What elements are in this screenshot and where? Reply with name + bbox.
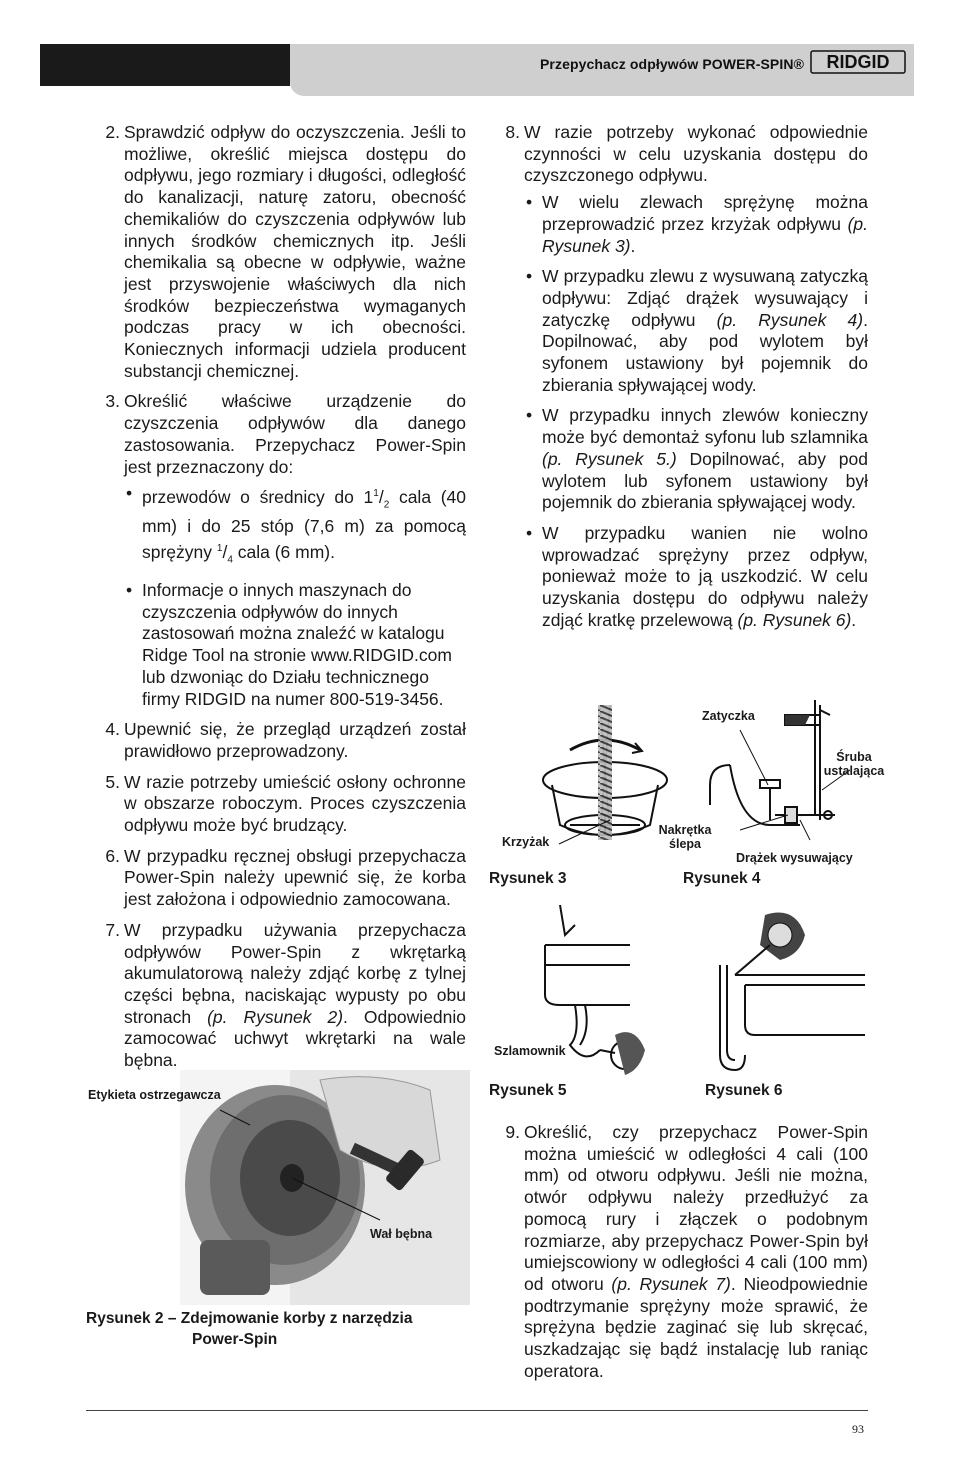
item-text: Określić właściwe urządzenie do czyszczenia odpływów dla danego zastosowania. Przepychacz Power-Spin jest przeznaczony do: [124, 391, 466, 477]
fig2-caption-line1: Rysunek 2 – Zdejmowanie korby z narzędzia [86, 1310, 413, 1327]
item-text: Określić, czy przepychacz Power-Spin można umieścić w odległości 4 cali (100 mm) od otworu odpływu. Jeśli nie można, otwór odpływu należy przedłużyć za pomocą rury i złączek o podobnym rozmiarze, aby przepychacz Power-Spin był umiejscowiony w odległości 4 cali (100 mm) od otworu [524, 1122, 868, 1294]
item-text: Upewnić się, że przegląd urządzeń został prawidłowo przeprowadzony. [124, 719, 466, 761]
list-item-6 [96, 846, 466, 911]
bullet-text: cala (40 mm) i do 25 stóp (7,6 m) za pomocą sprężyny [142, 487, 467, 562]
list-item-7 [96, 920, 466, 1072]
figure-reference: (p. Rysunek 2) [207, 1006, 344, 1027]
header-black-bar [40, 44, 290, 86]
figure-3-leader [555, 800, 615, 850]
list-item-8 [496, 122, 868, 631]
bullet-item [524, 523, 868, 632]
item-text: W razie potrzeby wykonać odpowiednie czynności w celu uzyskania dostępu do czyszczonego odpływu. [524, 122, 868, 186]
bullet-text: W przypadku innych zlewów konieczny może być demontaż syfonu lub szlamnika [542, 405, 868, 448]
fig4-label-rod: Drążek wysuwający [736, 851, 853, 865]
bullet-dot: • [126, 580, 133, 601]
fig2-caption-line2: Power-Spin [192, 1331, 278, 1348]
left-column [96, 122, 466, 1081]
item-text: . Nieodpowiednie podtrzymanie sprężyny może sprawić, że sprężyna będzie zaginać się lub skręcać, uszkadzając się bądź instalację lub raniąc operatora. [524, 1273, 868, 1381]
fraction-num: 1 [216, 542, 223, 554]
item-text: . Odpowiednio zamocować uchwyt wkrętarki na wale bębna. [124, 1006, 467, 1071]
bullet-text: przewodów o średnicy do 1 [142, 487, 374, 508]
item-text: W razie potrzeby umieścić osłony ochronne w obszarze roboczym. Proces czyszczenia odpływu może być brudzący. [124, 771, 466, 836]
list-item-3 [96, 391, 466, 710]
fraction-num: 1 [373, 488, 379, 500]
figure-2-image [180, 1070, 470, 1305]
item-number: 2. [105, 122, 120, 142]
fig4-caption: Rysunek 4 [683, 870, 761, 887]
figure-reference: (p. Rysunek 5.) [542, 448, 677, 469]
bullet-text: . [630, 235, 636, 256]
bullet-text: Dopilnować, aby pod wylotem lub syfonem ustawiony był pojemnik do zbierania spływającej wody. [542, 448, 869, 513]
fig4-label-nut: Nakrętka ślepa [658, 823, 712, 851]
item-text: Sprawdzić odpływ do oczyszczenia. Jeśli to możliwe, określić miejsca dostępu do odpływu, jego rozmiary i długości, odległość do kanalizacji, naturę zatoru, obecność chemikaliów do czyszczenia odpływów lub innych środków chemicznych itp. Jeśli chemikalia są obecne w odpływie, ważne jest przyswojenie właściwych dla nich środków bezpieczeństwa wymaganych podczas pracy w ich obecności. Koniecznych informacji udziela producent substancji chemicznej. [124, 122, 466, 381]
fig3-caption: Rysunek 3 [489, 870, 567, 887]
fig3-label: Krzyżak [502, 835, 550, 849]
ridgid-logo [810, 50, 906, 74]
item-number: 3. [105, 391, 120, 412]
list-item-5 [96, 772, 466, 837]
bullet-dot: • [526, 522, 533, 543]
bullet-text: W wielu zlewach sprężynę można przeprowadzić przez krzyżak odpływu [542, 192, 868, 234]
fig5-label: Szlamownik [494, 1044, 566, 1058]
bullet-text: . Dopilnować, aby pod wylotem był syfonem ustawiony był pojemnik do zbierania spływającej wody. [542, 309, 868, 395]
bullet-item [124, 580, 466, 710]
item-text: W przypadku używania przepychacza odpływów Power-Spin z wkrętarką akumulatorową należy zdjąć korbę z tylnej części bębna, naciskając wypusty po obu stronach [124, 919, 466, 1027]
bullet-item [524, 405, 868, 514]
footer-divider [86, 1410, 868, 1411]
fig4-label-stopper: Zatyczka [702, 709, 755, 723]
bullet-text: cala (6 mm). [232, 541, 335, 562]
right-column [496, 122, 868, 640]
list-item-9 [496, 1122, 868, 1382]
bullet-dot: • [526, 192, 533, 213]
bullet-text: W przypadku zlewu z wysuwaną zatyczką odpływu: Zdjąć drążek wysuwający i zatyczkę odpływu [542, 266, 868, 330]
bullet-item [524, 266, 868, 396]
item-number: 8. [505, 122, 520, 142]
figure-reference: (p. Rysunek 6) [737, 609, 852, 630]
figure-6-image [705, 905, 870, 1075]
fig2-label-warning: Etykieta ostrzegawcza [88, 1088, 221, 1102]
bullet-text: Informacje o innych maszynach do czyszczenia odpływów do innych zastosowań można znaleźć w katalogu Ridge Tool na stronie www.RIDGID.com lub dzwoniąc do Działu technicznego firmy RIDGID na numer 800-519-3456. [142, 580, 452, 709]
bullet-dot: • [526, 405, 533, 426]
bullet-text: . [851, 609, 857, 630]
figure-reference: (p. Rysunek 7) [611, 1273, 731, 1294]
fig5-caption: Rysunek 5 [489, 1082, 567, 1099]
right-column-bottom [496, 1122, 868, 1391]
fraction-den: 2 [383, 499, 390, 511]
header-title: Przepychacz odpływów POWER-SPIN® [539, 56, 804, 72]
item-number: 4. [105, 719, 120, 740]
page-number: 93 [852, 1422, 864, 1436]
item-text: W przypadku ręcznej obsługi przepychacza Power-Spin należy upewnić się, że korba jest założona i odpowiednio zamocowana. [124, 845, 466, 910]
bullet-dot: • [126, 483, 133, 504]
item-number: 5. [105, 771, 120, 792]
fig2-label-shaft: Wał bębna [370, 1227, 433, 1241]
bullet-item: • przewodów o średnicy do $1^1/_2$ cala (40 mm) i do 25 stóp (7,6 m) za pomocą sprężyny $^1/_4$ cala (6 mm). [126, 483, 467, 566]
figure-reference: (p. Rysunek 4) [716, 309, 864, 330]
bullet-dot: • [526, 266, 533, 287]
item-number: 6. [105, 845, 120, 866]
list-item-4 [96, 719, 466, 762]
fig4-label-screw: Śruba ustalająca [823, 750, 885, 778]
item-number: 7. [105, 919, 120, 940]
list-item-2 [96, 122, 466, 382]
fig6-caption: Rysunek 6 [705, 1082, 783, 1099]
bullet-text: W przypadku wanien nie wolno wprowadzać sprężyny przez odpływ, ponieważ może to ją uszkodzić. W celu uzyskania dostępu do odpływu należy zdjąć kratkę przelewową [542, 522, 868, 630]
figure-reference: (p. Rysunek 3) [542, 213, 868, 256]
brand-text: RIDGID [826, 52, 890, 72]
bullet-item [524, 192, 868, 257]
item-number: 9. [505, 1122, 520, 1142]
fraction-den: 4 [227, 554, 233, 566]
